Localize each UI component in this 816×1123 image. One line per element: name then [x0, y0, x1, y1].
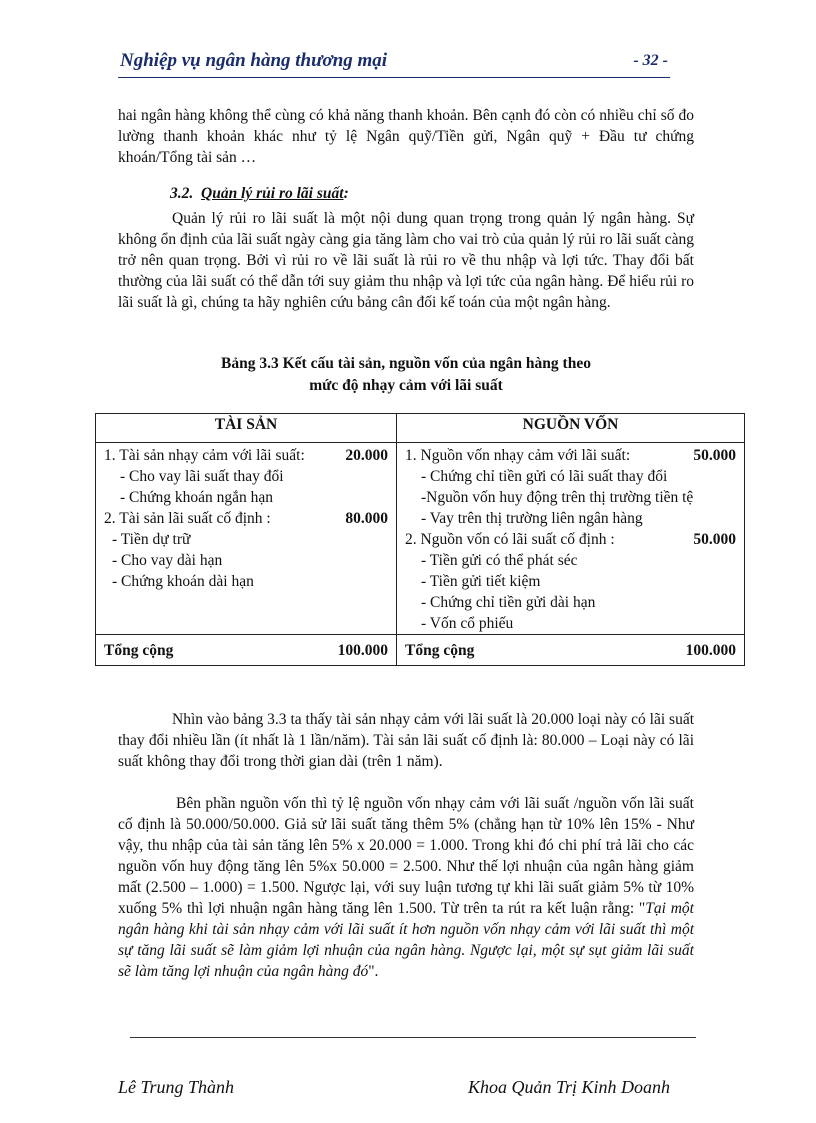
footer-faculty: Khoa Quản Trị Kinh Doanh [468, 1077, 671, 1097]
liabilities-cell [397, 443, 745, 635]
footer-author: Lê Trung Thành [118, 1077, 235, 1097]
paragraph-intro: hai ngân hàng không thể cùng có khả năng thanh khoản. Bên cạnh đó còn có nhiều chỉ số đo lường thanh khoản khác như tỷ lệ Ngân quỹ/Tiền gửi, Ngân quỹ + Đầu tư chứng khoán/Tổng tài sản … [118, 107, 694, 166]
list-item: - Tiền gửi có thể phát séc [421, 552, 578, 569]
header-title: Nghiệp vụ ngân hàng thương mại [120, 50, 388, 71]
section-heading [170, 185, 349, 203]
assets-total-value: 100.000 [337, 641, 388, 659]
paragraph-section-text: Quản lý rủi ro lãi suất là một nội dung quan trọng trong quản lý ngân hàng. Sự không ổn định của lãi suất ngày càng gia tăng làm cho vai trò của quản lý rủi ro lãi suất càng trở nên quan trọng. Bởi vì rủi ro về lãi suất là rủi ro về thu nhập và lợi tức. Thay đổi bất thường của lãi suất có thể dẫn tới suy giảm thu nhập và lợi tức của ngân hàng. Để hiểu rủi ro lãi suất là gì, chúng ta hãy nghiên cứu bảng cân đối kế toán của một ngân hàng. [118, 210, 694, 311]
paragraph-after-table-2-text: Bên phần nguồn vốn thì tỷ lệ nguồn vốn nhạy cảm với lãi suất /nguồn vốn lãi suất cố định là 50.000/50.000. Giả sử lãi suất tăng thêm 5% (chẳng hạn từ 10% lên 15% - Như vậy, thu nhập của tài sản tăng lên 5% x 20.000 = 1.000. Trong khi đó chi phí trả lãi cho các nguồn vốn huy động tăng lên 5%x 50.000 = 2.500. Như thế lợi nhuận của ngân hàng giảm mất (2.500 – 1.000) = 1.500. Ngược lại, với suy luận tương tự khi lãi suất giảm 5% từ 10% xuống 5% thì lợi nhuận ngân hàng tăng lên 1.500. Từ trên ta rút ra kết luận rằng: " [118, 795, 694, 917]
liabilities-group1-value: 50.000 [693, 447, 736, 464]
section-number: 3.2. [170, 185, 194, 202]
quote-end: ". [368, 963, 379, 980]
liabilities-total-value: 100.000 [685, 641, 736, 659]
liabilities-group1-label: 1. Nguồn vốn nhạy cảm với lãi suất: [405, 447, 631, 464]
list-item: - Vay trên thị trường liên ngân hàng [421, 510, 643, 527]
assets-group2-value: 80.000 [345, 510, 388, 527]
list-item: - Cho vay dài hạn [112, 552, 223, 569]
list-item: - Chứng chỉ tiền gửi có lãi suất thay đổi [421, 468, 668, 485]
assets-group1-value: 20.000 [345, 447, 388, 464]
assets-total [104, 640, 388, 661]
paragraph-after-table-1 [118, 709, 694, 772]
table-caption-line2: mức độ nhạy cảm với lãi suất [309, 377, 503, 394]
section-title: Quản lý rủi ro lãi suất [201, 185, 344, 202]
assets-group2-label: 2. Tài sản lãi suất cố định : [104, 510, 271, 527]
liabilities-total-label: Tổng cộng [405, 641, 475, 659]
list-item: - Cho vay lãi suất thay đổi [120, 468, 284, 485]
table-body-row [96, 443, 745, 635]
page-number: - 32 - [633, 52, 668, 69]
table-caption-line1: Bảng 3.3 Kết cấu tài sản, nguồn vốn của ngân hàng theo [221, 355, 591, 372]
page-header [118, 50, 670, 78]
list-item: - Tiền dự trữ [112, 531, 191, 548]
assets-total-cell [96, 635, 397, 666]
liabilities-group2-label: 2. Nguồn vốn có lãi suất cố định : [405, 531, 615, 548]
assets-group2 [104, 508, 388, 529]
list-item: -Nguồn vốn huy động trên thị trường tiền tệ [421, 489, 694, 506]
list-item: - Chứng chỉ tiền gửi dài hạn [421, 594, 596, 611]
asset-liability-table [95, 413, 745, 666]
assets-cell [96, 443, 397, 635]
liabilities-header: NGUỒN VỐN [397, 414, 745, 443]
header-rule [118, 77, 670, 78]
assets-header: TÀI SẢN [96, 414, 397, 443]
liabilities-group2-value: 50.000 [693, 531, 736, 548]
list-item: - Chứng khoán ngắn hạn [120, 489, 274, 506]
section-colon: : [343, 185, 349, 202]
list-item: - Tiền gửi tiết kiệm [421, 573, 541, 590]
list-item: - Vốn cổ phiếu [421, 615, 514, 632]
list-item: - Chứng khoán dài hạn [112, 573, 254, 590]
paragraph-section [118, 208, 694, 313]
table-header-row [96, 414, 745, 443]
liabilities-total-cell [397, 635, 745, 666]
liabilities-group1 [405, 445, 736, 466]
table-total-row [96, 635, 745, 666]
liabilities-group2 [405, 529, 736, 550]
assets-group1-label: 1. Tài sản nhạy cảm với lãi suất: [104, 447, 305, 464]
paragraph-after-table-2 [118, 793, 694, 982]
footer-rule [130, 1037, 696, 1038]
liabilities-total [405, 640, 736, 661]
conclusion-quote: Tại một ngân hàng khi tài sản nhạy cảm với lãi suất ít hơn nguồn vốn nhạy cảm với lãi suất thì một sự tăng lãi suất sẽ làm giảm lợi nhuận của ngân hàng. Ngược lại, một sự sụt giảm lãi suất sẽ làm tăng lợi nhuận của ngân hàng đó [118, 900, 694, 980]
paragraph-after-table-1-text: Nhìn vào bảng 3.3 ta thấy tài sản nhạy cảm với lãi suất là 20.000 loại này có lãi suất thay đổi nhiều lần (ít nhất là 1 lần/năm). Tài sản lãi suất cố định là: 80.000 – Loại này có lãi suất không thay đổi trong thời gian dài (trên 1 năm). [118, 711, 694, 770]
assets-total-label: Tổng cộng [104, 641, 174, 659]
assets-group1 [104, 445, 388, 466]
